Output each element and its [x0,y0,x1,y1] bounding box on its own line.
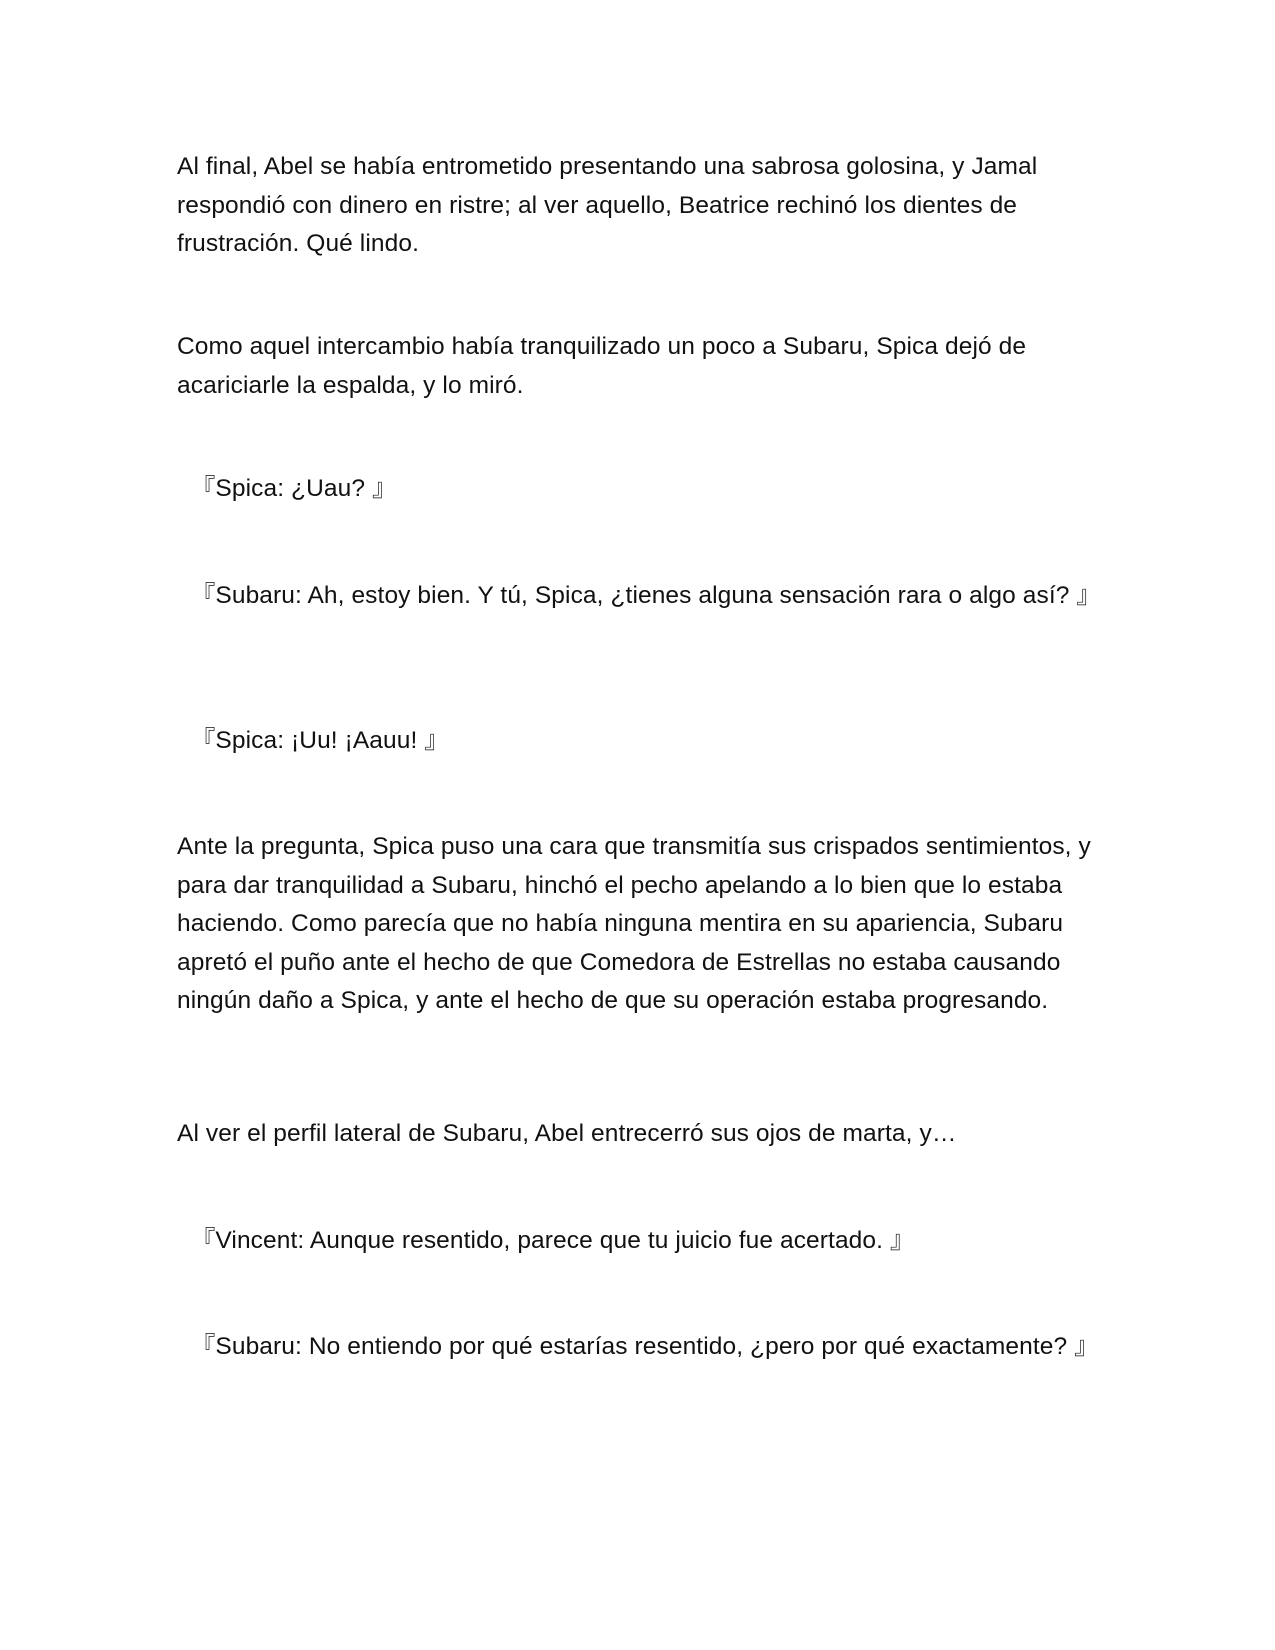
paragraph-narration-spica-reaction: Ante la pregunta, Spica puso una cara que transmitía sus crispados sentimientos, y para dar tranquilidad a Subaru, hinchó el pecho apelando a lo bien que lo estaba haciendo. Como parecía que no había ninguna mentira en su apariencia, Subaru apretó el puño ante el hecho de que Comedora de Estrellas no estaba causando ningún daño a Spica, y ante el hecho de que su operación estaba progresando. [177,833,1091,1014]
paragraph-narration-spica-looks: Como aquel intercambio había tranquilizado un poco a Subaru, Spica dejó de acariciarle la espalda, y lo miró. [177,333,1027,399]
dialogue-subaru-resentido: 『Subaru: No entiendo por qué estarías resentido, ¿pero por qué exactamente? 』 [177,1333,1099,1360]
dialogue-spica-uau: 『Spica: ¿Uau? 』 [177,475,397,502]
dialogue-vincent: 『Vincent: Aunque resentido, parece que tu juicio fue acertado. 』 [177,1227,915,1254]
dialogue-spica-aauu: 『Spica: ¡Uu! ¡Aauu! 』 [177,727,449,754]
paragraph-narration-abel-eyes: Al ver el perfil lateral de Subaru, Abel entrecerró sus ojos de marta, y… [177,1120,957,1147]
dialogue-subaru-question: 『Subaru: Ah, estoy bien. Y tú, Spica, ¿tienes alguna sensación rara o algo así? 』 [177,582,1101,609]
paragraph-narration-abel-jamal: Al final, Abel se había entrometido presentando una sabrosa golosina, y Jamal respondió con dinero en ristre; al ver aquello, Beatrice rechinó los dientes de frustración. Qué lindo. [177,153,1038,257]
